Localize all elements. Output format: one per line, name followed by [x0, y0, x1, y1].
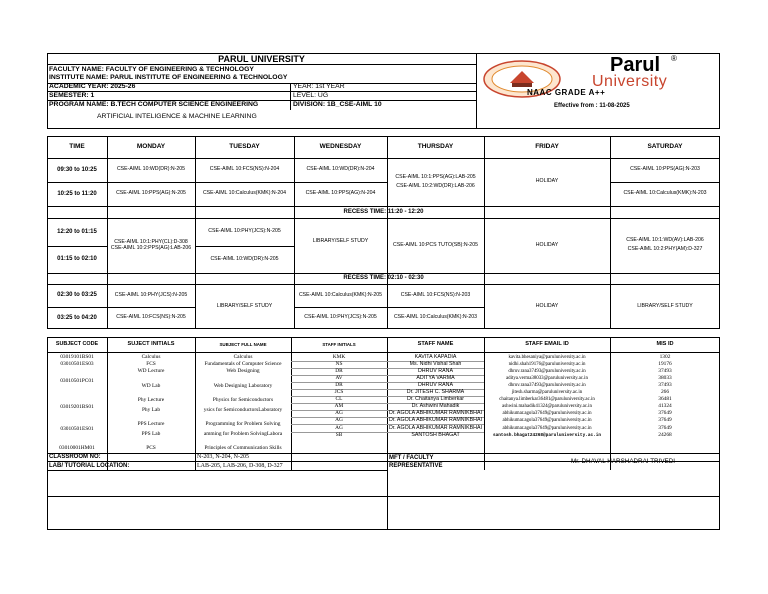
timetable-cell: CSE-AIML 10:WD(DR):N-205	[116, 166, 186, 173]
staff-initials: KMK	[332, 354, 346, 360]
timetable-cell: HOLIDAY	[535, 178, 559, 185]
col-header-time: TIME	[69, 143, 85, 151]
subject-fullname: Physics for Semiconductors	[212, 397, 274, 403]
timetable-cell: CSE-AIML 10:PHY(JCS):N-205	[304, 314, 377, 321]
mis-id: 37649	[658, 410, 672, 417]
timetable-cell: CSE-AIML 10:FCS(NS):N-204	[209, 166, 280, 173]
time-slot: 09:30 to 10:25	[57, 166, 97, 173]
semester: SEMESTER: 1	[49, 92, 95, 99]
division: DIVISION: 1B_CSE-AIML 10	[293, 101, 382, 108]
mis-id: 37493	[658, 382, 672, 389]
time-slot: 01:15 to 02:10	[57, 256, 97, 263]
col-header-saturday: SATURDAY	[647, 143, 683, 151]
timetable-cell: CSE-AIML 10:FCS(NS):N-205	[116, 314, 186, 321]
mis-id: 37649	[658, 417, 672, 424]
subject-code: 03019201BS01	[60, 404, 94, 410]
timetable-entry: CSE-AIML 10:1:WD(AV):LAB-206	[626, 237, 704, 244]
staff-email: kavita.bhesaniya@paruluniversity.ac.in	[508, 355, 586, 360]
staff-email: abhikumar.agola37649@paruluniversity.ac.in	[502, 411, 592, 417]
time-slot: 10:25 to 11:20	[57, 190, 97, 197]
timetable-cell: HOLIDAY	[535, 302, 559, 309]
timetable-entry: CSE-AIML 10:2:PHY(AM):D-327	[627, 246, 703, 252]
staff-name: Dr. Chaitanya Limberkar	[406, 396, 465, 403]
timetable-cell	[107, 218, 195, 273]
staff-initials: DR	[335, 382, 343, 389]
staff-email: ashwini.mahadik41324@paruluniversity.ac.in	[502, 404, 592, 410]
effective-date: Effective from : 11-08-2025	[554, 103, 630, 109]
subject-fullname: Calculus	[233, 354, 253, 360]
staff-name: Dr. Ashwini Mahadik	[411, 403, 460, 410]
subj-header-initials: SUJECT INITIALS	[127, 341, 175, 348]
subject-initials: Calculus	[141, 354, 161, 360]
mis-id: 37649	[658, 424, 672, 431]
staff-initials: SB	[335, 431, 343, 438]
subject-fullname: Principles of Communication Skills	[204, 445, 282, 451]
lab-location-label: LAB/ TUTORIAL LOCATION:	[49, 463, 130, 469]
staff-initials: CL	[335, 396, 343, 403]
subject-fullname: Web Designing Laboratory	[213, 383, 273, 389]
timetable-cell: CSE-AIML 10:Calculus(KMK):N-204	[202, 190, 287, 197]
logo-sub: University	[592, 73, 668, 90]
staff-name: SANTOSH BHAGAT	[411, 431, 460, 438]
staff-name: Dr. JITESH C. SHARMA	[406, 389, 465, 396]
logo-trademark: ®	[671, 54, 677, 63]
program-name: PROGRAM NAME: B.TECH COMPUTER SCIENCE ENGINEERING	[49, 101, 259, 108]
institute-name: INSTITUTE NAME: PARUL INSTITUTE OF ENGINEERING & TECHNOLOGY	[49, 74, 288, 81]
subj-header-code: SUBJECT CODE	[55, 341, 99, 348]
subject-code: 03010501PC01	[60, 378, 94, 384]
subject-initials: PCS	[146, 445, 156, 451]
subject-initials: WD Lab	[141, 383, 161, 389]
staff-email: aditya.verma38033@paruluniversity.ac.in	[505, 376, 588, 382]
subj-header-fullname: SUBJECT FULL NAME	[219, 341, 267, 347]
timetable-cell: CSE-AIML 10:PHY(JCS):N-205	[208, 228, 281, 235]
staff-name: ADITYA VARMA	[416, 375, 455, 382]
timetable-entry: CSE-AIML 10:2:PPS(AG):LAB-206	[110, 244, 192, 251]
subject-initials: Phy Lecture	[137, 397, 165, 403]
timetable-cell: CSE-AIML 10:WD(DR):N-204	[306, 166, 375, 173]
col-header-tuesday: TUESDAY	[229, 143, 260, 151]
mis-id: 19176	[658, 361, 672, 368]
mis-id: 37493	[658, 368, 672, 375]
university-title: PARUL UNIVERSITY	[218, 54, 305, 64]
classroom-value: N-203, N-204, N-205	[197, 454, 249, 460]
subject-initials: FCS	[146, 361, 156, 367]
recess-row: RECESS TIME: 11:20 - 12:20	[343, 208, 424, 215]
subject-initials: WD Lecture	[137, 368, 165, 374]
timetable-entry: CSE-AIML 10:1:PHY(CL):D-308	[114, 238, 188, 245]
mft-label: MFT / FACULTY REPRESENTATIVE	[389, 455, 443, 469]
mis-id: 41324	[658, 403, 672, 410]
staff-email: santosh.bhagat24268@paruluniversity.ac.in	[492, 432, 602, 438]
staff-name: Dr. AGOLA ABHIKUMAR RAMNIKBHAI	[388, 417, 482, 424]
timetable-cell: CSE-AIML 10:PPS(AG):N-203	[630, 166, 700, 173]
timetable-cell: CSE-AIML 10:PPS(AG):N-204	[305, 190, 376, 197]
subject-initials: Phy Lab	[141, 407, 161, 413]
year: YEAR: 1st YEAR	[293, 83, 345, 90]
timetable-cell: CSE-AIML 10:PCS TUTO(SB):N-205	[393, 241, 478, 248]
timetable-cell: LIBRARY/SELF STUDY	[312, 238, 369, 245]
timetable-cell: LIBRARY/SELF STUDY	[637, 302, 693, 309]
staff-email: chaitanya.limberkar36481@paruluniversity.ac.in	[499, 397, 595, 403]
subject-fullname: amming for Problem SolvingLabora	[203, 431, 283, 437]
time-slot: 03:25 to 04:20	[57, 314, 97, 321]
col-header-wednesday: WEDNESDAY	[319, 143, 362, 151]
timetable-cell: CSE-AIML 10:Calculus(KMK):N-203	[623, 190, 707, 197]
timetable-entry: CSE-AIML 10:2:WD(DR):LAB-206	[396, 182, 475, 189]
staff-initials: AG	[335, 410, 343, 417]
staff-email: dhruv.rana37493@paruluniversity.ac.in	[508, 383, 586, 389]
classroom-label: CLASSROOM NO:	[49, 454, 101, 460]
timetable-cell: CSE-AIML 10:PPS(AG):N-205	[116, 190, 186, 197]
staff-initials: NS	[335, 361, 343, 368]
timetable-entry: CSE-AIML 10:1:PPS(AG):LAB-205	[395, 173, 476, 180]
staff-email: nidhi.shah19176@paruluniversity.ac.in	[508, 362, 586, 368]
recess-row: RECESS TIME: 02:10 - 02:30	[343, 275, 424, 282]
staff-email: dhruv.rana37493@paruluniversity.ac.in	[508, 369, 586, 375]
timetable-cell: CSE-AIML 10:Calculus(KMK):N-203	[393, 314, 478, 321]
staff-initials: JCS	[334, 389, 344, 396]
staff-initials: AG	[335, 417, 343, 424]
mis-id: 38033	[658, 375, 672, 382]
program-subtitle: ARTIFICIAL INTELIGENCE & MACHINE LEARNING	[97, 113, 257, 120]
subject-fullname: Web Designing	[226, 368, 260, 374]
col-header-monday: MONDAY	[136, 143, 166, 151]
academic-year: ACADEMIC YEAR: 2025-26	[49, 83, 136, 90]
staff-name: DHRUV RANA	[417, 382, 454, 389]
subject-code: 03010501ES01	[60, 426, 94, 432]
staff-email: abhikumar.agola37649@paruluniversity.ac.in	[502, 418, 592, 424]
timetable-cell	[610, 218, 720, 273]
col-header-friday: FRIDAY	[535, 143, 559, 151]
mft-value: Mr. DHAVAL HARSHADRAI TRIVEDI	[571, 458, 676, 465]
subj-header-staff-initials: STAFF INITIALS	[322, 341, 356, 347]
timetable-cell: CSE-AIML 10:FCS(NS):N-203	[400, 291, 471, 298]
subj-header-staff-name: STAFF NAME	[417, 341, 454, 348]
staff-name: Dr. AGOLA ABHIKUMAR RAMNIKBHAI	[388, 424, 482, 431]
lab-location-value: LAB-205, LAB-206, D-308, D-327	[197, 463, 283, 469]
staff-initials: AV	[335, 375, 343, 382]
subject-code: 03019101BS01	[60, 354, 94, 360]
staff-name: DHRUV RANA	[417, 368, 454, 375]
timetable-cell: CSE-AIML 10:PHY(JCS):N-205	[114, 291, 188, 298]
subject-fullname: Fundamentals of Computer Science	[204, 361, 282, 367]
subject-initials: PPS Lecture	[137, 421, 165, 427]
subject-fullname: Programming for Problem Solving	[205, 421, 281, 427]
mis-id: 36481	[658, 396, 672, 403]
staff-email: jitesh.sharma@paruluniversity.ac.in	[511, 390, 583, 396]
staff-name: KAVITA KAPADIA	[414, 354, 457, 360]
staff-initials: AG	[335, 424, 343, 431]
subj-header-email: STAFF EMAIL ID	[525, 341, 569, 348]
subject-code: 03010501ES03	[60, 361, 94, 367]
staff-email: abhikumar.agola37649@paruluniversity.ac.in	[502, 425, 592, 431]
timetable-cell: LIBRARY/SELF STUDY	[216, 302, 273, 309]
level: LEVEL: UG	[293, 92, 329, 99]
col-header-thursday: THURSDAY	[417, 143, 454, 151]
staff-name: Dr. AGOLA ABHIKUMAR RAMNIKBHAI	[388, 410, 482, 417]
logo-word: Parul	[610, 54, 661, 76]
naac-grade: NAAC GRADE A++	[527, 88, 606, 97]
university-logo	[480, 55, 700, 105]
subject-initials: PPS Lab	[141, 431, 161, 437]
mis-id: 24268	[658, 431, 672, 438]
subject-code: 03010001HM01	[59, 445, 95, 451]
faculty-name: FACULTY NAME: FACULTY OF ENGINEERING & TECHNOLOGY	[49, 66, 254, 73]
timetable-cell: CSE-AIML 10:Calculus(KMK):N-205	[298, 291, 383, 298]
staff-initials: DR	[335, 368, 343, 375]
mis-id: 1302	[659, 354, 671, 360]
staff-name: Ms. Nidhi Vishal Shah	[409, 361, 462, 368]
timetable-cell	[387, 158, 484, 206]
timetable-cell: HOLIDAY	[535, 241, 559, 248]
time-slot: 02:30 to 03:25	[57, 292, 97, 299]
mis-id: 266	[660, 389, 670, 396]
staff-initials: AM	[334, 403, 344, 410]
subj-header-mis: MIS ID	[656, 341, 674, 348]
subject-fullname: ysics for SemiconductorsLaboratory	[203, 407, 283, 413]
timetable-cell: CSE-AIML 10:WD(DR):N-205	[210, 255, 279, 262]
time-slot: 12:20 to 01:15	[57, 228, 97, 235]
